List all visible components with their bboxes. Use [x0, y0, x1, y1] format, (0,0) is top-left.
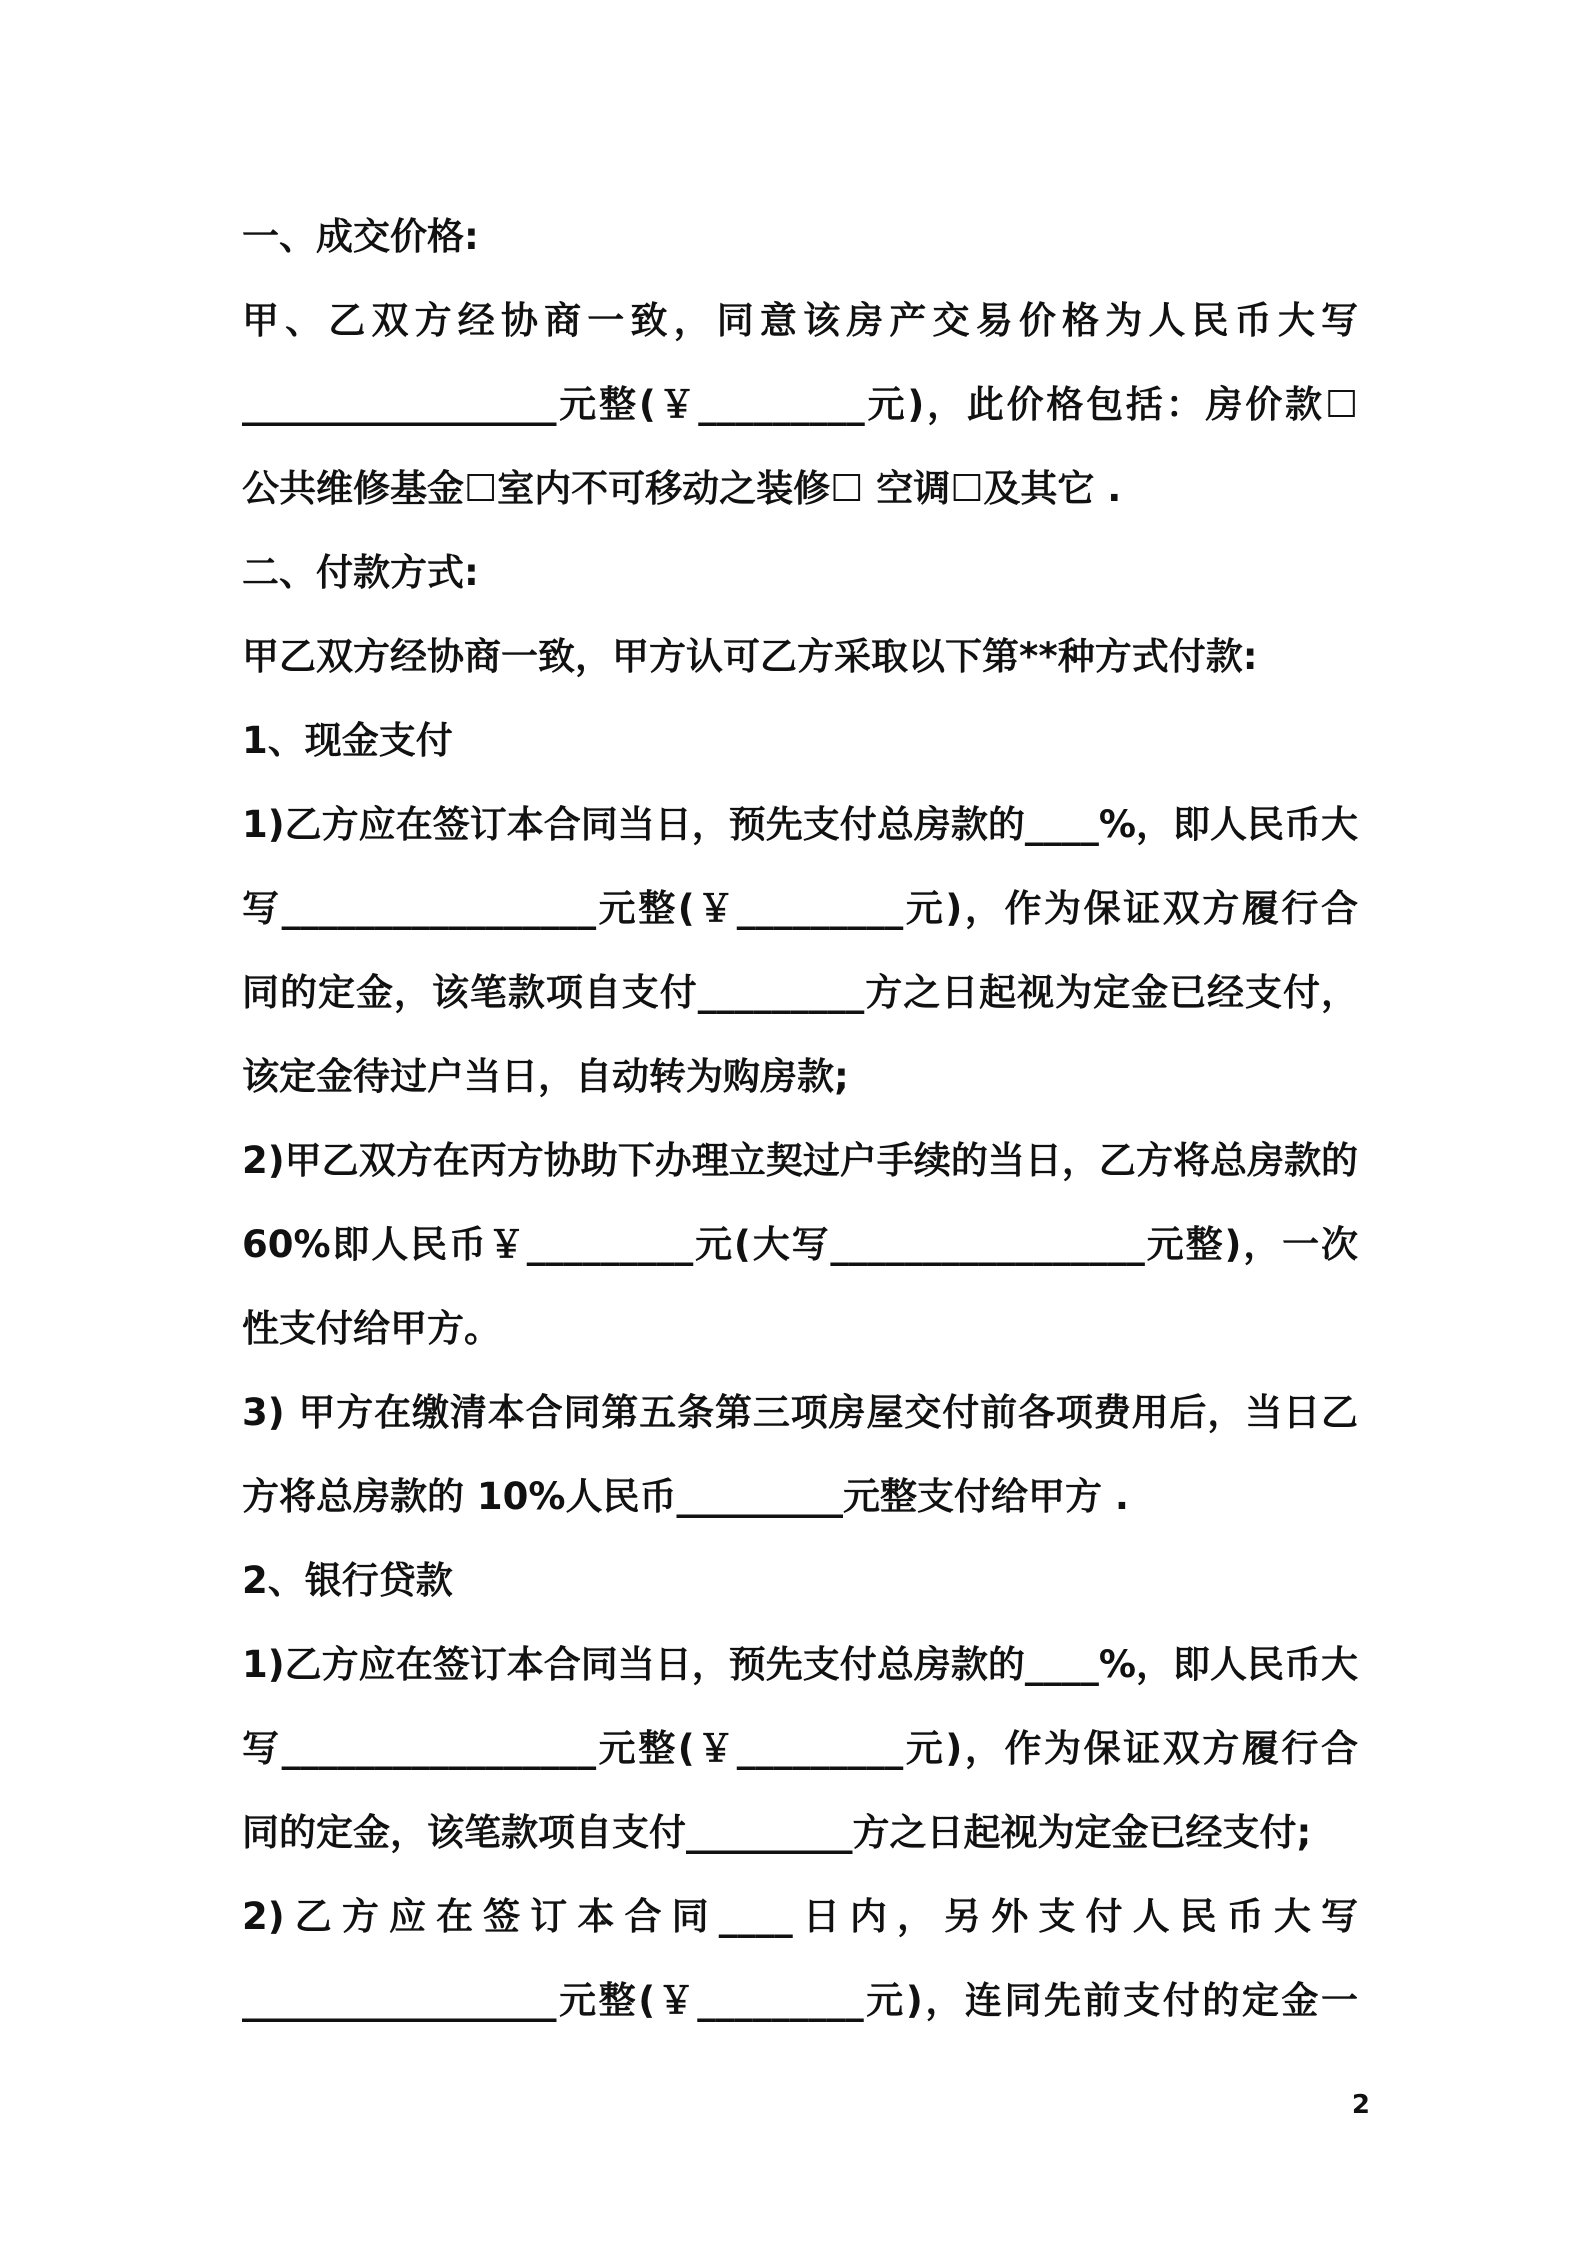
section-heading-payment: 二、付款方式:: [242, 551, 479, 594]
body-line: 1)乙方应在签订本合同当日，预先支付总房款的____%，即人民币大: [242, 1643, 1358, 1686]
section-heading-price: 一、成交价格:: [242, 215, 479, 258]
body-line: 2)乙方应在签订本合同____日内，另外支付人民币大写: [242, 1895, 1358, 1938]
body-line: 60%即人民币￥_________元(大写_________________元整)，一次: [242, 1223, 1358, 1266]
body-line: 性支付给甲方。: [242, 1307, 501, 1350]
body-line: 写_________________元整(￥_________元)，作为保证双方履行合: [242, 1727, 1358, 1770]
body-line: 方将总房款的 10%人民币_________元整支付给甲方 .: [242, 1475, 1129, 1518]
body-line: _________________元整(￥_________元)，连同先前支付的定金一: [242, 1979, 1358, 2022]
body-line: 甲、乙双方经协商一致，同意该房产交易价格为人民币大写: [242, 299, 1358, 342]
body-line: 2)甲乙双方在丙方协助下办理立契过户手续的当日，乙方将总房款的: [242, 1139, 1358, 1182]
document-body: [242, 195, 1358, 2043]
body-line: 同的定金，该笔款项自支付_________方之日起视为定金已经支付，: [242, 971, 1358, 1014]
page-number: 2: [1351, 2090, 1370, 2120]
body-line: 甲乙双方经协商一致，甲方认可乙方采取以下第**种方式付款:: [242, 635, 1258, 678]
body-line: 写_________________元整(￥_________元)，作为保证双方履行合: [242, 887, 1358, 930]
subsection-heading-bank-loan: 2、银行贷款: [242, 1559, 453, 1602]
subsection-heading-cash: 1、现金支付: [242, 719, 453, 762]
body-line: 1)乙方应在签订本合同当日，预先支付总房款的____%，即人民币大: [242, 803, 1358, 846]
body-line: 同的定金，该笔款项自支付_________方之日起视为定金已经支付;: [242, 1811, 1312, 1854]
body-line: 公共维修基金☐室内不可移动之装修☐ 空调☐及其它 .: [242, 467, 1122, 510]
body-line: _________________元整(￥_________元)，此价格包括：房价款☐: [242, 383, 1358, 426]
body-line: 3) 甲方在缴清本合同第五条第三项房屋交付前各项费用后，当日乙: [242, 1391, 1358, 1434]
body-line: 该定金待过户当日，自动转为购房款;: [242, 1055, 849, 1098]
